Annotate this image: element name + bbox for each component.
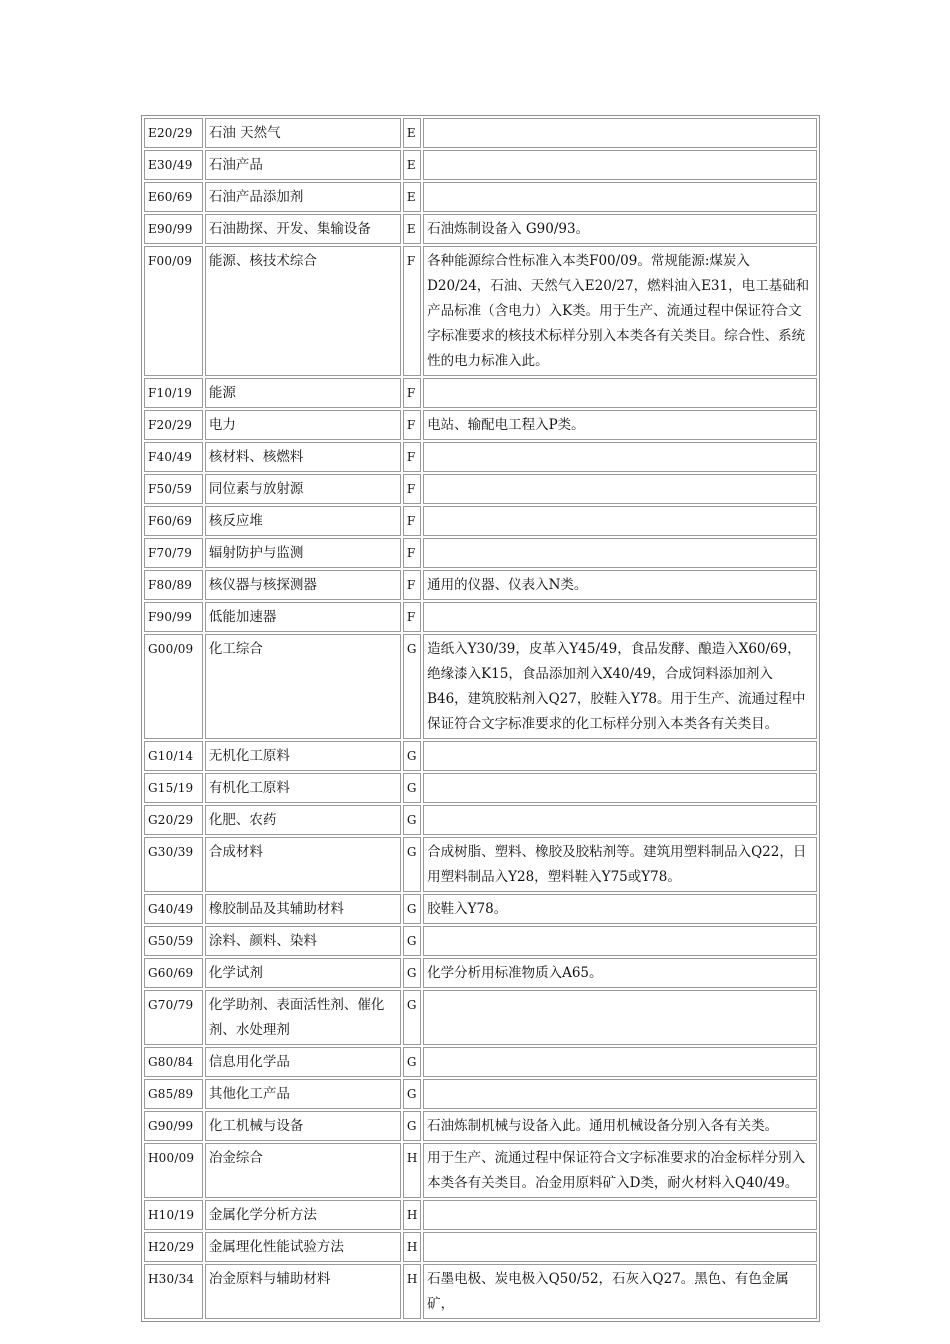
note-cell: 石油炼制设备入 G90/93。 [423,214,817,244]
class-letter-cell: H [403,1143,421,1198]
class-letter-cell: H [403,1232,421,1262]
class-letter-cell: G [403,837,421,892]
table-row [144,570,817,600]
note-cell [423,1232,817,1262]
note-cell [423,506,817,536]
note-cell [423,602,817,632]
note-cell [423,1200,817,1230]
note-cell [423,805,817,835]
note-cell: 化学分析用标准物质入A65。 [423,958,817,988]
class-letter-cell: G [403,741,421,771]
name-cell: 核材料、核燃料 [205,442,401,472]
name-cell: 有机化工原料 [205,773,401,803]
code-cell: E30/49 [144,150,203,180]
class-letter-cell: F [403,538,421,568]
note-cell: 石墨电极、炭电极入Q50/52，石灰入Q27。黑色、有色金属矿， [423,1264,817,1319]
table-row [144,741,817,771]
class-letter-cell: G [403,894,421,924]
code-cell: G00/09 [144,634,203,739]
name-cell: 核仪器与核探测器 [205,570,401,600]
code-cell: F80/89 [144,570,203,600]
table-row [144,150,817,180]
name-cell: 金属理化性能试验方法 [205,1232,401,1262]
name-cell: 石油产品 [205,150,401,180]
table-row [144,1047,817,1077]
class-letter-cell: G [403,634,421,739]
name-cell: 无机化工原料 [205,741,401,771]
code-cell: G30/39 [144,837,203,892]
name-cell: 金属化学分析方法 [205,1200,401,1230]
table-row [144,410,817,440]
note-cell [423,741,817,771]
code-cell: E90/99 [144,214,203,244]
table-row [144,182,817,212]
table-row [144,926,817,956]
table-row [144,773,817,803]
table-row [144,958,817,988]
name-cell: 能源 [205,378,401,408]
name-cell: 其他化工产品 [205,1079,401,1109]
code-cell: G40/49 [144,894,203,924]
class-letter-cell: G [403,958,421,988]
class-letter-cell: F [403,570,421,600]
code-cell: H10/19 [144,1200,203,1230]
class-letter-cell: E [403,118,421,148]
code-cell: H00/09 [144,1143,203,1198]
code-cell: E60/69 [144,182,203,212]
name-cell: 低能加速器 [205,602,401,632]
note-cell [423,150,817,180]
class-letter-cell: F [403,442,421,472]
note-cell: 电站、输配电工程入P类。 [423,410,817,440]
table-row [144,214,817,244]
class-letter-cell: F [403,246,421,376]
table-row [144,805,817,835]
code-cell: F10/19 [144,378,203,408]
note-cell [423,118,817,148]
class-letter-cell: F [403,378,421,408]
name-cell: 化学试剂 [205,958,401,988]
code-cell: H30/34 [144,1264,203,1319]
note-cell [423,773,817,803]
code-cell: G80/84 [144,1047,203,1077]
classification-table [141,115,820,1322]
name-cell: 辐射防护与监测 [205,538,401,568]
table-row [144,538,817,568]
table-row [144,1232,817,1262]
table-row [144,118,817,148]
code-cell: F70/79 [144,538,203,568]
code-cell: G10/14 [144,741,203,771]
name-cell: 橡胶制品及其辅助材料 [205,894,401,924]
code-cell: G15/19 [144,773,203,803]
name-cell: 合成材料 [205,837,401,892]
code-cell: F20/29 [144,410,203,440]
code-cell: F50/59 [144,474,203,504]
code-cell: F00/09 [144,246,203,376]
table-row [144,894,817,924]
name-cell: 冶金综合 [205,1143,401,1198]
table-row [144,602,817,632]
class-letter-cell: G [403,773,421,803]
note-cell: 合成树脂、塑料、橡胶及胶粘剂等。建筑用塑料制品入Q22，日用塑料制品入Y28，塑料鞋入Y75或Y78。 [423,837,817,892]
note-cell: 用于生产、流通过程中保证符合文字标准要求的冶金标样分别入本类各有关类目。冶金用原料矿入D类，耐火材料入Q40/49。 [423,1143,817,1198]
note-cell [423,442,817,472]
class-letter-cell: F [403,474,421,504]
table-row [144,506,817,536]
name-cell: 核反应堆 [205,506,401,536]
code-cell: H20/29 [144,1232,203,1262]
class-letter-cell: F [403,506,421,536]
code-cell: G85/89 [144,1079,203,1109]
name-cell: 化工机械与设备 [205,1111,401,1141]
code-cell: F60/69 [144,506,203,536]
class-letter-cell: G [403,990,421,1045]
table-row [144,990,817,1045]
table-row [144,1079,817,1109]
table-row [144,1143,817,1198]
note-cell: 各种能源综合性标准入本类F00/09。常规能源:煤炭入D20/24，石油、天然气入E20/27，燃料油入E31，电工基础和产品标准（含电力）入K类。用于生产、流通过程中保证符合文字标准要求的核技术标样分别入本类各有关类目。综合性、系统性的电力标准入此。 [423,246,817,376]
table-row [144,246,817,376]
table-row [144,442,817,472]
class-letter-cell: F [403,602,421,632]
name-cell: 能源、核技术综合 [205,246,401,376]
table-row [144,634,817,739]
note-cell [423,990,817,1045]
table-row [144,1200,817,1230]
table-row [144,1264,817,1319]
code-cell: G90/99 [144,1111,203,1141]
code-cell: G60/69 [144,958,203,988]
class-letter-cell: G [403,1047,421,1077]
class-letter-cell: E [403,150,421,180]
name-cell: 同位素与放射源 [205,474,401,504]
table-row [144,1111,817,1141]
note-cell [423,1047,817,1077]
class-letter-cell: G [403,1079,421,1109]
note-cell [423,926,817,956]
table-row [144,474,817,504]
name-cell: 化肥、农药 [205,805,401,835]
note-cell [423,378,817,408]
table-row [144,378,817,408]
class-letter-cell: E [403,182,421,212]
code-cell: G70/79 [144,990,203,1045]
table-row [144,837,817,892]
note-cell: 造纸入Y30/39，皮革入Y45/49，食品发酵、酿造入X60/69，绝缘漆入K15，食品添加剂入X40/49，合成饲料添加剂入B46，建筑胶粘剂入Q27，胶鞋入Y78。用于生产、流通过程中保证符合文字标准要求的化工标样分别入本类各有关类目。 [423,634,817,739]
code-cell: G50/59 [144,926,203,956]
table-body [144,118,817,1319]
class-letter-cell: H [403,1264,421,1319]
name-cell: 电力 [205,410,401,440]
class-letter-cell: G [403,1111,421,1141]
name-cell: 信息用化学品 [205,1047,401,1077]
code-cell: G20/29 [144,805,203,835]
name-cell: 化学助剂、表面活性剂、催化剂、水处理剂 [205,990,401,1045]
note-cell [423,474,817,504]
code-cell: F40/49 [144,442,203,472]
name-cell: 化工综合 [205,634,401,739]
name-cell: 冶金原料与辅助材料 [205,1264,401,1319]
code-cell: F90/99 [144,602,203,632]
name-cell: 石油 天然气 [205,118,401,148]
name-cell: 石油勘探、开发、集输设备 [205,214,401,244]
class-letter-cell: E [403,214,421,244]
note-cell: 胶鞋入Y78。 [423,894,817,924]
note-cell: 通用的仪器、仪表入N类。 [423,570,817,600]
class-letter-cell: H [403,1200,421,1230]
name-cell: 涂料、颜料、染料 [205,926,401,956]
note-cell [423,538,817,568]
class-letter-cell: G [403,926,421,956]
name-cell: 石油产品添加剂 [205,182,401,212]
code-cell: E20/29 [144,118,203,148]
class-letter-cell: G [403,805,421,835]
note-cell [423,182,817,212]
note-cell [423,1079,817,1109]
class-letter-cell: F [403,410,421,440]
note-cell: 石油炼制机械与设备入此。通用机械设备分别入各有关类。 [423,1111,817,1141]
